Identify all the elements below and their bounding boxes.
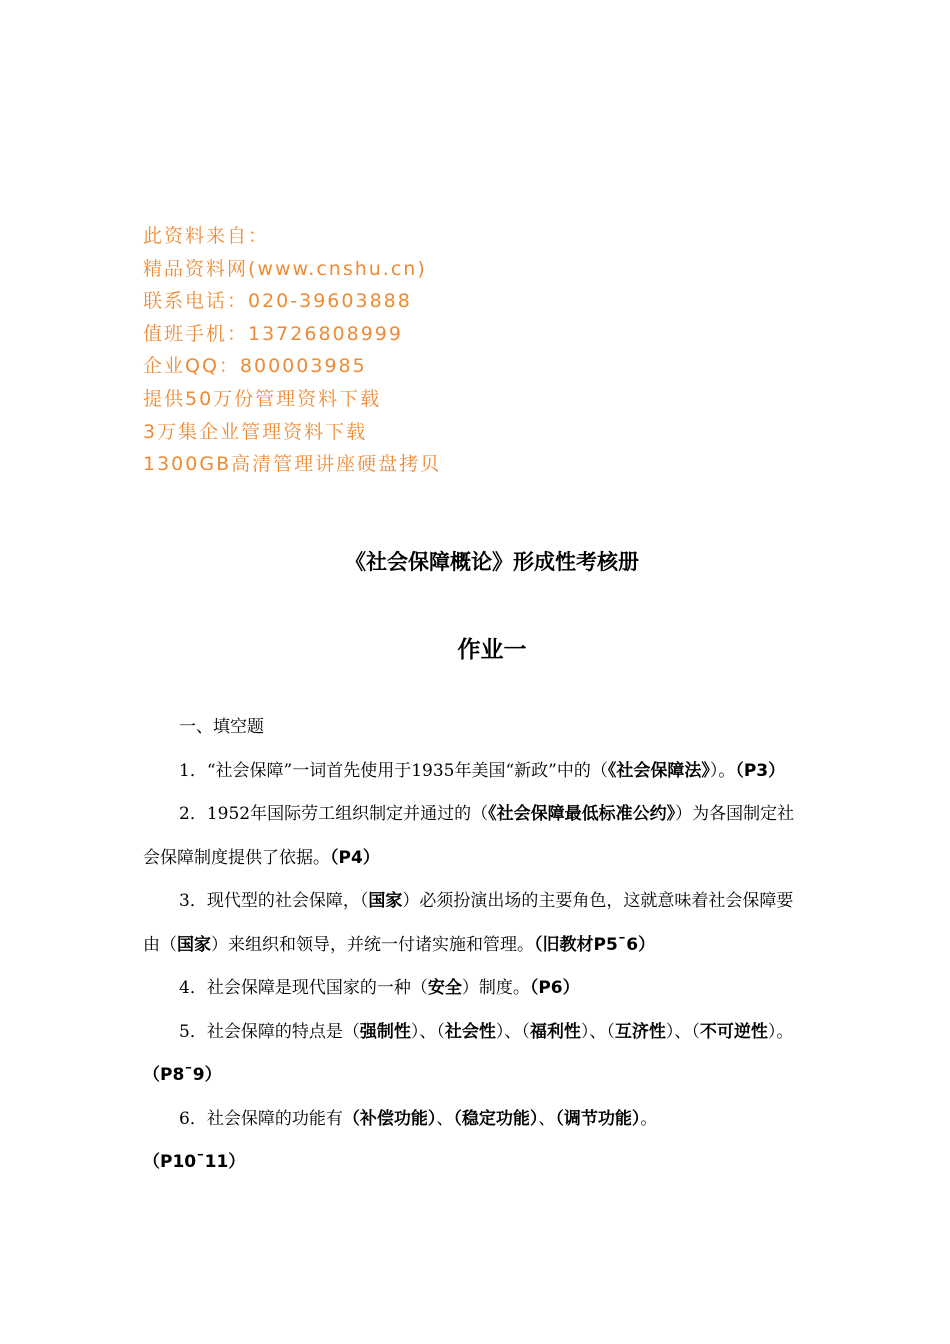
- section-heading: 一、填空题: [179, 717, 264, 737]
- answer: 互济性: [614, 1021, 666, 1042]
- answer: 安全: [427, 978, 462, 998]
- assignment-heading: 作业一: [457, 637, 527, 663]
- ad-line-source: 此资料来自：: [143, 225, 270, 247]
- page-ref: （P10¯11）: [143, 1152, 246, 1172]
- answer: 国家: [177, 934, 211, 955]
- page-ref: （旧教材P5¯6）: [534, 934, 656, 955]
- ad-line-website: 精品资料网(www.cnshu.cn): [143, 257, 427, 280]
- question-6: 6．社会保障的功能有（补偿功能）、（稳定功能）、（调节功能）。: [179, 1108, 658, 1129]
- document-body: [143, 706, 808, 1185]
- ad-line-phone: 联系电话：020-39603888: [143, 290, 412, 313]
- ad-line-mobile: 值班手机：13726808999: [143, 322, 403, 345]
- source-advertisement: [143, 220, 441, 481]
- answer: 《社会保障法》: [607, 760, 710, 781]
- document-title: 《社会保障概论》形成性考核册: [345, 550, 639, 574]
- ad-line-qq: 企业QQ：800003985: [143, 355, 367, 378]
- question-6-ref: [143, 1141, 808, 1185]
- question-1: 1．“社会保障”一词首先使用于1935年美国“新政”中的（《社会保障法》）。（P3）: [179, 760, 786, 781]
- answer: （调节功能）: [555, 1108, 641, 1129]
- answer: 强制性: [359, 1021, 411, 1042]
- answer: （稳定功能）: [453, 1108, 539, 1129]
- answer: 不可逆性: [699, 1021, 768, 1042]
- question-3: 3．现代型的社会保障，（国家）必须扮演出场的主要角色，这就意味着社会保障要由（国家）来组织和领导，并统一付诸实施和管理。（旧教材P5¯6）: [143, 891, 794, 955]
- question-4: 4．社会保障是现代国家的一种（安全）制度。（P6）: [179, 978, 580, 998]
- answer: 《社会保障最低标准公约》: [488, 804, 676, 824]
- ad-line-offer-1: 提供50万份管理资料下载: [143, 387, 382, 410]
- answer: （补偿功能）: [342, 1108, 437, 1129]
- answer: 国家: [368, 891, 403, 911]
- page-ref: （P8¯9）: [143, 1065, 222, 1085]
- ad-line-offer-2: 3万集企业管理资料下载: [143, 420, 368, 443]
- question-2: 2．1952年国际劳工组织制定并通过的（《社会保障最低标准公约》）为各国制定社会保障制度提供了依据。（P4）: [143, 804, 795, 868]
- page-ref: （P6）: [529, 978, 580, 998]
- page-ref: （P4）: [330, 847, 380, 868]
- ad-line-offer-3: 1300GB高清管理讲座硬盘拷贝: [143, 453, 442, 476]
- page-ref: （P3）: [735, 760, 786, 781]
- question-5: 5．社会保障的特点是（强制性）、（社会性）、（福利性）、（互济性）、（不可逆性）。（P8¯9）: [143, 1021, 794, 1085]
- answer: 福利性: [529, 1021, 581, 1042]
- answer: 社会性: [444, 1021, 496, 1042]
